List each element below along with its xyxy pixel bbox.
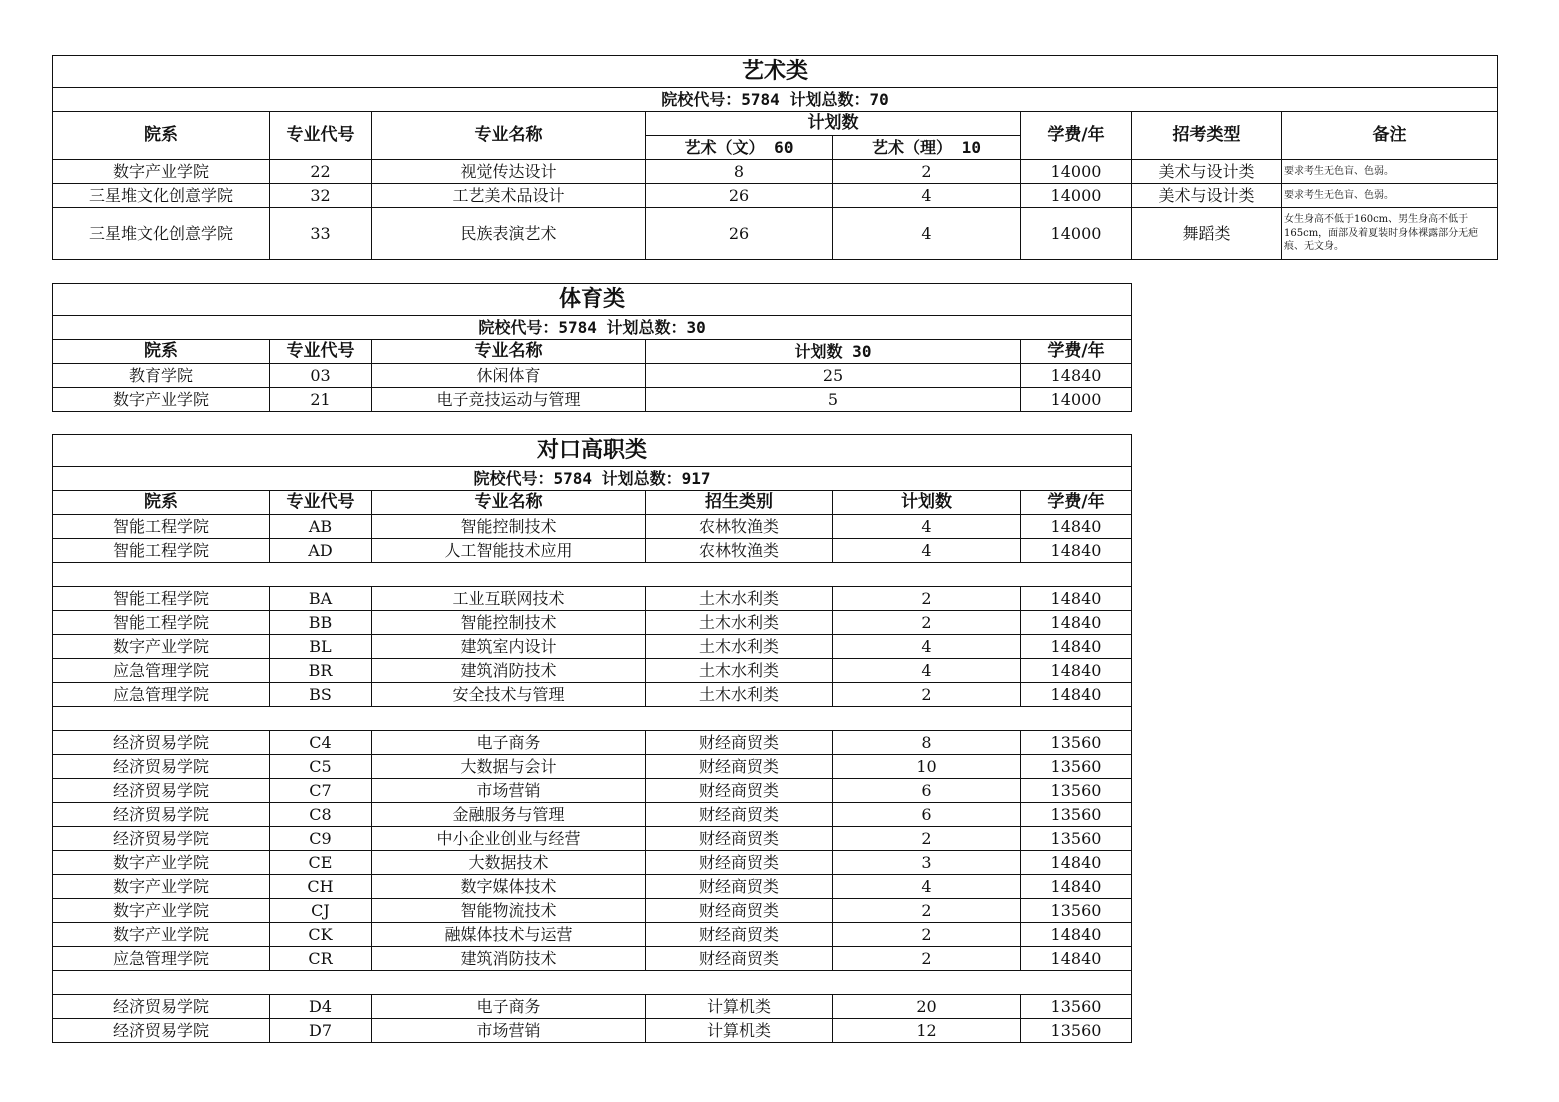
plan-cell: 6: [833, 779, 1021, 803]
plan-cell: 4: [833, 635, 1021, 659]
fee-cell: 14000: [1021, 184, 1132, 208]
note-cell: 要求考生无色盲、色弱。: [1282, 184, 1498, 208]
art-header-fee: 学费/年: [1021, 112, 1132, 160]
dept-cell: 经济贸易学院: [53, 755, 270, 779]
art-header-plan-li: 艺术（理） 10: [833, 136, 1021, 160]
fee-cell: 13560: [1021, 1019, 1132, 1043]
plan-cell: 10: [833, 755, 1021, 779]
vocational-table: [52, 434, 1132, 1043]
major-name-cell: 视觉传达设计: [372, 160, 646, 184]
empty-cell: [833, 563, 1021, 587]
plan-wen-cell: 26: [646, 208, 833, 260]
plan-cell: 4: [833, 875, 1021, 899]
plan-cell: 4: [833, 539, 1021, 563]
major-name-cell: 智能控制技术: [372, 611, 646, 635]
code-cell: C8: [270, 803, 372, 827]
major-name-cell: 智能物流技术: [372, 899, 646, 923]
fee-cell: 14840: [1021, 515, 1132, 539]
category-cell: 财经商贸类: [646, 875, 833, 899]
fee-cell: 13560: [1021, 899, 1132, 923]
fee-cell: 14000: [1021, 208, 1132, 260]
plan-cell: 2: [833, 923, 1021, 947]
empty-cell: [372, 971, 646, 995]
fee-cell: 14840: [1021, 659, 1132, 683]
major-name-cell: 电子竞技运动与管理: [372, 388, 646, 412]
table-row: [53, 683, 1132, 707]
code-cell: CJ: [270, 899, 372, 923]
table-row: [53, 635, 1132, 659]
art-table: [52, 55, 1498, 260]
plan-cell: 2: [833, 587, 1021, 611]
pe-header-fee: 学费/年: [1021, 340, 1132, 364]
code-cell: C5: [270, 755, 372, 779]
pe-title: 体育类: [53, 284, 1132, 316]
plan-cell: 4: [833, 515, 1021, 539]
fee-cell: 14840: [1021, 539, 1132, 563]
code-cell: AB: [270, 515, 372, 539]
code-cell: 33: [270, 208, 372, 260]
fee-cell: 13560: [1021, 779, 1132, 803]
code-cell: D4: [270, 995, 372, 1019]
table-row: [53, 160, 1498, 184]
table-row: [53, 364, 1132, 388]
spacer-row: [53, 707, 1132, 731]
plan-li-cell: 2: [833, 160, 1021, 184]
plan-wen-cell: 8: [646, 160, 833, 184]
code-cell: CR: [270, 947, 372, 971]
art-title: 艺术类: [53, 56, 1498, 88]
category-cell: 计算机类: [646, 995, 833, 1019]
fee-cell: 14000: [1021, 388, 1132, 412]
table-row: [53, 851, 1132, 875]
plan-cell: 3: [833, 851, 1021, 875]
vocational-subtitle: 院校代号：5784 计划总数：917: [53, 467, 1132, 491]
major-name-cell: 中小企业创业与经营: [372, 827, 646, 851]
major-name-cell: 电子商务: [372, 995, 646, 1019]
art-header-note: 备注: [1282, 112, 1498, 160]
code-cell: CE: [270, 851, 372, 875]
major-name-cell: 安全技术与管理: [372, 683, 646, 707]
category-cell: 土木水利类: [646, 659, 833, 683]
code-cell: AD: [270, 539, 372, 563]
major-name-cell: 建筑室内设计: [372, 635, 646, 659]
fee-cell: 13560: [1021, 755, 1132, 779]
fee-cell: 13560: [1021, 803, 1132, 827]
major-name-cell: 建筑消防技术: [372, 947, 646, 971]
plan-li-cell: 4: [833, 208, 1021, 260]
category-cell: 土木水利类: [646, 635, 833, 659]
table-row: [53, 875, 1132, 899]
fee-cell: 14840: [1021, 587, 1132, 611]
fee-cell: 14000: [1021, 160, 1132, 184]
fee-cell: 14840: [1021, 875, 1132, 899]
art-header-type: 招考类型: [1132, 112, 1282, 160]
table-row: [53, 755, 1132, 779]
plan-cell: 25: [646, 364, 1021, 388]
code-cell: C4: [270, 731, 372, 755]
major-name-cell: 市场营销: [372, 779, 646, 803]
art-header-name: 专业名称: [372, 112, 646, 160]
major-name-cell: 工艺美术品设计: [372, 184, 646, 208]
pe-header-plan: 计划数 30: [646, 340, 1021, 364]
major-name-cell: 休闲体育: [372, 364, 646, 388]
category-cell: 土木水利类: [646, 587, 833, 611]
art-header-code: 专业代号: [270, 112, 372, 160]
category-cell: 农林牧渔类: [646, 539, 833, 563]
category-cell: 财经商贸类: [646, 731, 833, 755]
major-name-cell: 人工智能技术应用: [372, 539, 646, 563]
plan-cell: 4: [833, 659, 1021, 683]
major-name-cell: 融媒体技术与运营: [372, 923, 646, 947]
note-cell: 女生身高不低于160cm、男生身高不低于165cm，面部及着夏装时身体裸露部分无疤痕、无文身。: [1282, 208, 1498, 260]
category-cell: 财经商贸类: [646, 803, 833, 827]
plan-cell: 5: [646, 388, 1021, 412]
vocational-header-fee: 学费/年: [1021, 491, 1132, 515]
table-row: [53, 184, 1498, 208]
table-row: [53, 779, 1132, 803]
vocational-header-dept: 院系: [53, 491, 270, 515]
plan-cell: 2: [833, 683, 1021, 707]
table-row: [53, 923, 1132, 947]
fee-cell: 13560: [1021, 731, 1132, 755]
code-cell: 22: [270, 160, 372, 184]
code-cell: BR: [270, 659, 372, 683]
empty-cell: [372, 707, 646, 731]
empty-cell: [53, 971, 270, 995]
exam-type-cell: 美术与设计类: [1132, 184, 1282, 208]
empty-cell: [646, 563, 833, 587]
vocational-header-cat: 招生类别: [646, 491, 833, 515]
dept-cell: 智能工程学院: [53, 539, 270, 563]
pe-header-dept: 院系: [53, 340, 270, 364]
vocational-header-code: 专业代号: [270, 491, 372, 515]
table-row: [53, 208, 1498, 260]
vocational-header-plan: 计划数: [833, 491, 1021, 515]
dept-cell: 智能工程学院: [53, 587, 270, 611]
dept-cell: 经济贸易学院: [53, 827, 270, 851]
dept-cell: 数字产业学院: [53, 851, 270, 875]
empty-cell: [1021, 971, 1132, 995]
plan-li-cell: 4: [833, 184, 1021, 208]
fee-cell: 14840: [1021, 947, 1132, 971]
dept-cell: 教育学院: [53, 364, 270, 388]
table-row: [53, 731, 1132, 755]
table-row: [53, 899, 1132, 923]
category-cell: 土木水利类: [646, 683, 833, 707]
plan-cell: 2: [833, 827, 1021, 851]
code-cell: CK: [270, 923, 372, 947]
code-cell: BA: [270, 587, 372, 611]
category-cell: 财经商贸类: [646, 851, 833, 875]
category-cell: 财经商贸类: [646, 779, 833, 803]
empty-cell: [833, 971, 1021, 995]
major-name-cell: 建筑消防技术: [372, 659, 646, 683]
note-cell: 要求考生无色盲、色弱。: [1282, 160, 1498, 184]
dept-cell: 智能工程学院: [53, 611, 270, 635]
category-cell: 财经商贸类: [646, 923, 833, 947]
fee-cell: 14840: [1021, 635, 1132, 659]
table-row: [53, 388, 1132, 412]
category-cell: 财经商贸类: [646, 755, 833, 779]
vocational-table-body: [53, 515, 1132, 1043]
major-name-cell: 电子商务: [372, 731, 646, 755]
table-row: [53, 659, 1132, 683]
dept-cell: 应急管理学院: [53, 683, 270, 707]
empty-cell: [646, 971, 833, 995]
plan-cell: 2: [833, 611, 1021, 635]
dept-cell: 三星堆文化创意学院: [53, 184, 270, 208]
pe-header-name: 专业名称: [372, 340, 646, 364]
empty-cell: [53, 707, 270, 731]
fee-cell: 14840: [1021, 364, 1132, 388]
plan-cell: 2: [833, 947, 1021, 971]
dept-cell: 应急管理学院: [53, 659, 270, 683]
dept-cell: 应急管理学院: [53, 947, 270, 971]
category-cell: 财经商贸类: [646, 947, 833, 971]
category-cell: 土木水利类: [646, 611, 833, 635]
pe-header-code: 专业代号: [270, 340, 372, 364]
plan-cell: 20: [833, 995, 1021, 1019]
spacer-row: [53, 563, 1132, 587]
major-name-cell: 工业互联网技术: [372, 587, 646, 611]
pe-subtitle: 院校代号：5784 计划总数：30: [53, 316, 1132, 340]
art-header-plan: 计划数: [646, 112, 1021, 136]
empty-cell: [270, 971, 372, 995]
code-cell: BB: [270, 611, 372, 635]
category-cell: 农林牧渔类: [646, 515, 833, 539]
table-row: [53, 803, 1132, 827]
empty-cell: [372, 563, 646, 587]
dept-cell: 数字产业学院: [53, 923, 270, 947]
dept-cell: 经济贸易学院: [53, 731, 270, 755]
major-name-cell: 智能控制技术: [372, 515, 646, 539]
plan-cell: 2: [833, 899, 1021, 923]
fee-cell: 14840: [1021, 851, 1132, 875]
code-cell: C7: [270, 779, 372, 803]
dept-cell: 经济贸易学院: [53, 995, 270, 1019]
code-cell: BS: [270, 683, 372, 707]
table-row: [53, 611, 1132, 635]
empty-cell: [1021, 563, 1132, 587]
plan-cell: 12: [833, 1019, 1021, 1043]
vocational-title: 对口高职类: [53, 435, 1132, 467]
dept-cell: 数字产业学院: [53, 635, 270, 659]
pe-table-body: [53, 364, 1132, 412]
plan-wen-cell: 26: [646, 184, 833, 208]
major-name-cell: 数字媒体技术: [372, 875, 646, 899]
empty-cell: [270, 707, 372, 731]
dept-cell: 三星堆文化创意学院: [53, 208, 270, 260]
table-row: [53, 1019, 1132, 1043]
category-cell: 财经商贸类: [646, 827, 833, 851]
fee-cell: 14840: [1021, 683, 1132, 707]
dept-cell: 经济贸易学院: [53, 779, 270, 803]
code-cell: 03: [270, 364, 372, 388]
art-header-dept: 院系: [53, 112, 270, 160]
dept-cell: 数字产业学院: [53, 875, 270, 899]
dept-cell: 数字产业学院: [53, 899, 270, 923]
fee-cell: 14840: [1021, 611, 1132, 635]
table-row: [53, 995, 1132, 1019]
spacer-row: [53, 971, 1132, 995]
fee-cell: 13560: [1021, 827, 1132, 851]
fee-cell: 14840: [1021, 923, 1132, 947]
table-row: [53, 587, 1132, 611]
table-row: [53, 947, 1132, 971]
art-subtitle: 院校代号：5784 计划总数：70: [53, 88, 1498, 112]
empty-cell: [1021, 707, 1132, 731]
dept-cell: 经济贸易学院: [53, 1019, 270, 1043]
category-cell: 财经商贸类: [646, 899, 833, 923]
empty-cell: [53, 563, 270, 587]
code-cell: 21: [270, 388, 372, 412]
dept-cell: 经济贸易学院: [53, 803, 270, 827]
empty-cell: [270, 563, 372, 587]
plan-cell: 6: [833, 803, 1021, 827]
code-cell: C9: [270, 827, 372, 851]
major-name-cell: 金融服务与管理: [372, 803, 646, 827]
exam-type-cell: 舞蹈类: [1132, 208, 1282, 260]
fee-cell: 13560: [1021, 995, 1132, 1019]
pe-table: [52, 283, 1132, 412]
major-name-cell: 大数据与会计: [372, 755, 646, 779]
table-row: [53, 827, 1132, 851]
exam-type-cell: 美术与设计类: [1132, 160, 1282, 184]
code-cell: D7: [270, 1019, 372, 1043]
plan-cell: 8: [833, 731, 1021, 755]
code-cell: 32: [270, 184, 372, 208]
art-header-plan-wen: 艺术（文） 60: [646, 136, 833, 160]
dept-cell: 智能工程学院: [53, 515, 270, 539]
dept-cell: 数字产业学院: [53, 388, 270, 412]
empty-cell: [833, 707, 1021, 731]
code-cell: BL: [270, 635, 372, 659]
category-cell: 计算机类: [646, 1019, 833, 1043]
major-name-cell: 市场营销: [372, 1019, 646, 1043]
art-table-body: [53, 160, 1498, 260]
major-name-cell: 民族表演艺术: [372, 208, 646, 260]
empty-cell: [646, 707, 833, 731]
major-name-cell: 大数据技术: [372, 851, 646, 875]
table-row: [53, 515, 1132, 539]
code-cell: CH: [270, 875, 372, 899]
vocational-header-name: 专业名称: [372, 491, 646, 515]
dept-cell: 数字产业学院: [53, 160, 270, 184]
table-row: [53, 539, 1132, 563]
